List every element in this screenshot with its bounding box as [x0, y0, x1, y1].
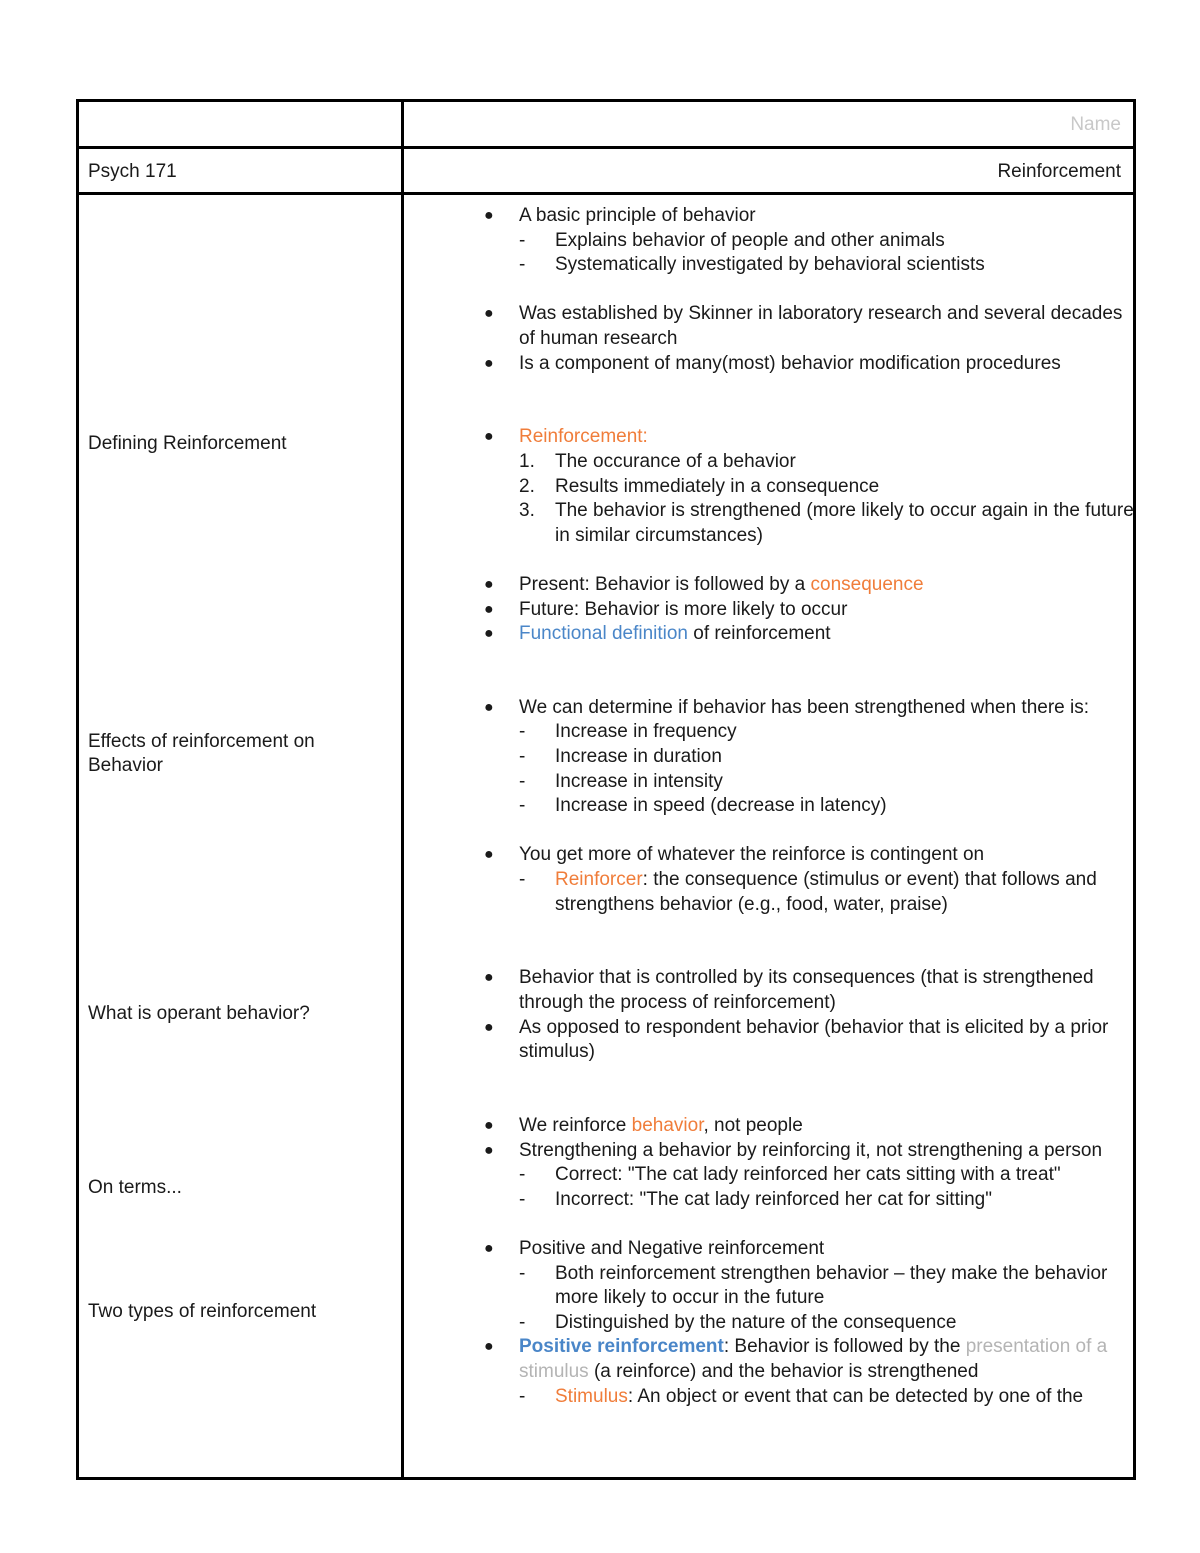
heading-operant: What is operant behavior?: [88, 1003, 310, 1024]
list-item: ● We can determine if behavior has been strengthened when there is:: [482, 696, 1142, 721]
list-item: - Increase in intensity: [482, 770, 1142, 795]
list-item: ● Reinforcement:: [482, 425, 1142, 450]
dash-icon: -: [519, 1311, 526, 1333]
list-item: - Increase in duration: [482, 745, 1142, 770]
notes-table: [76, 99, 1136, 1480]
bullet-icon: ●: [484, 698, 494, 716]
list-item: ● A basic principle of behavior: [482, 204, 1142, 229]
list-item: - Increase in speed (decrease in latency): [482, 794, 1142, 819]
bullet-icon: ●: [484, 575, 494, 593]
name-label: Name: [1070, 114, 1121, 135]
column-divider: [401, 102, 404, 1477]
dash-icon: -: [519, 1188, 526, 1210]
dash-icon: -: [519, 1164, 526, 1186]
list-item: - Incorrect: "The cat lady reinforced her cat for sitting": [482, 1188, 1142, 1213]
notes-column: [482, 204, 1142, 1409]
list-item: ● Present: Behavior is followed by a consequence: [482, 573, 1142, 598]
list-item: 2. Results immediately in a consequence: [519, 475, 880, 497]
dash-icon: -: [519, 746, 526, 768]
list-item: 1. The occurance of a behavior: [519, 450, 796, 472]
dash-icon: -: [519, 770, 526, 792]
row-divider: [79, 192, 1133, 195]
heading-terms: On terms...: [88, 1177, 182, 1198]
bullet-icon: ●: [484, 1338, 494, 1356]
bullet-icon: ●: [484, 305, 494, 323]
list-item: ● Was established by Skinner in laboratory research and several decades of human research: [484, 303, 1123, 349]
heading-defining: Defining Reinforcement: [88, 433, 287, 454]
bullet-icon: ●: [484, 846, 494, 864]
list-item: - Both reinforcement strengthen behavior – they make the behavior more likely to occur in the future: [519, 1262, 1108, 1309]
row-divider: [79, 146, 1133, 149]
list-item: ● Functional definition of reinforcement: [482, 622, 1142, 647]
bullet-icon: ●: [484, 1116, 494, 1134]
list-item: ● As opposed to respondent behavior (behavior that is elicited by a prior stimulus): [484, 1016, 1109, 1063]
bullet-icon: ●: [484, 1141, 494, 1159]
bullet-icon: ●: [484, 625, 494, 643]
bullet-icon: ●: [484, 969, 494, 987]
dash-icon: -: [519, 721, 526, 743]
bullet-icon: ●: [484, 207, 494, 224]
dash-icon: -: [519, 229, 526, 251]
list-item: - Correct: "The cat lady reinforced her cats sitting with a treat": [482, 1163, 1142, 1188]
list-item: - Reinforcer: the consequence (stimulus or event) that follows and strengthens behavior (e.g., food, water, praise): [519, 869, 1097, 915]
dash-icon: -: [519, 795, 526, 817]
course-title: Psych 171: [88, 161, 177, 182]
list-item: ● Positive and Negative reinforcement: [482, 1237, 1142, 1262]
heading-effects: Effects of reinforcement on Behavior: [88, 731, 315, 776]
list-item: 3. The behavior is strengthened (more likely to occur again in the future in similar circumstances): [519, 500, 1134, 546]
list-item: ● Is a component of many(most) behavior modification procedures: [482, 352, 1142, 377]
list-item: - Explains behavior of people and other animals: [482, 229, 1142, 254]
dash-icon: -: [519, 1385, 526, 1407]
list-item: - Distinguished by the nature of the consequence: [482, 1311, 1142, 1336]
bullet-icon: ●: [484, 600, 494, 618]
dash-icon: -: [519, 254, 526, 276]
bullet-icon: ●: [484, 1018, 494, 1036]
list-item: ● We reinforce behavior, not people: [482, 1114, 1142, 1139]
list-item: - Increase in frequency: [482, 720, 1142, 745]
topic-title: Reinforcement: [997, 161, 1121, 182]
heading-types: Two types of reinforcement: [88, 1301, 317, 1322]
list-item: ● Positive reinforcement: Behavior is followed by the presentation of a stimulus (a reinforce) and the behavior is strengthened: [484, 1336, 1108, 1382]
list-item: ● Future: Behavior is more likely to occur: [482, 598, 1142, 623]
list-item: - Stimulus: An object or event that can be detected by one of the: [482, 1385, 1142, 1410]
bullet-icon: ●: [484, 354, 494, 372]
dash-icon: -: [519, 869, 526, 891]
list-item: - Systematically investigated by behavioral scientists: [482, 253, 1142, 278]
bullet-icon: ●: [484, 1239, 494, 1257]
bullet-icon: ●: [484, 428, 494, 446]
list-item: ● You get more of whatever the reinforce is contingent on: [482, 843, 1142, 868]
dash-icon: -: [519, 1262, 526, 1284]
list-item: ● Strengthening a behavior by reinforcing it, not strengthening a person: [482, 1139, 1142, 1164]
list-item: ● Behavior that is controlled by its consequences (that is strengthened through the process of reinforcement): [484, 967, 1094, 1013]
